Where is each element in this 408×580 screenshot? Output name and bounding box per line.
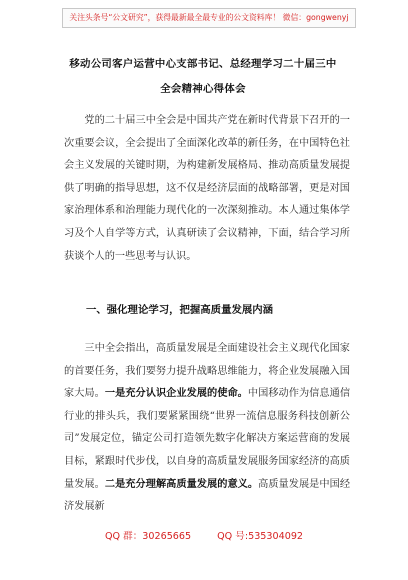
- section-heading-1: 一、强化理论学习，把握高质量发展内涵: [86, 304, 274, 316]
- page-footer: [0, 528, 408, 542]
- footer-qq-group: QQ 群：30265665: [104, 531, 192, 542]
- promo-banner: 关注头条号“公文研究”，获得最新最全最专业的公文资料库！ 微信：gongwenyj: [62, 8, 356, 28]
- paragraph-text-run: 高质量发展是中国经济发展新: [64, 478, 351, 513]
- bold-point-1: 一是充分认识企业发展的使命。: [104, 388, 248, 400]
- document-title-line-2: 全会精神心得体会: [160, 83, 246, 95]
- document-title-line-1: 移动公司客户运营中心支部书记、总经理学习二十届三中: [69, 58, 337, 70]
- paragraph-text-run: 三中全会指出，高质量发展是全面建设社会主义现代化国家的首要任务，我们要努力提升战略思维能力，将企业发展融入国家大局。: [64, 343, 350, 400]
- bold-point-2: 二是充分理解高质量发展的意义。: [104, 478, 259, 490]
- section-1-paragraph: [64, 338, 350, 519]
- paragraph-text-run: 中国移动作为信息通信行业的排头兵，我们要紧紧围绕“世界一流信息服务科技创新公司”发展定位，锚定公司打造领先数字化解决方案运营商的发展目标，紧跟时代步伐，以自身的高质量发展服务国家经济的高质量发展。: [64, 388, 351, 490]
- footer-qq-number: QQ 号:535304092: [217, 531, 304, 542]
- intro-paragraph: 党的二十届三中全会是中国共产党在新时代背景下召开的一次重要会议，全会提出了全面深化改革的新任务，在中国特色社会主义发展的关键时期，为构建新发展格局、推动高质量发展提供了明确的指导思想，这不仅是经济层面的战略部署，更是对国家治理体系和治理能力现代化的一次深刻推动。本人通过集体学习及个人自学等方式，认真研读了会议精神，下面，结合学习所获谈个人的一些思考与认识。: [64, 115, 350, 262]
